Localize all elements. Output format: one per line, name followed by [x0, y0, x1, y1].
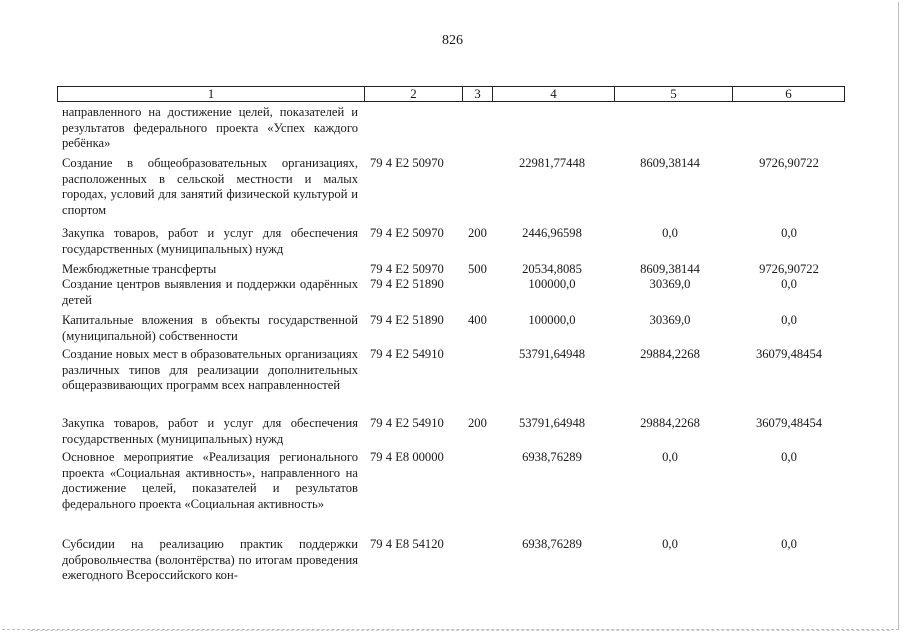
row-value-2: 29884,2268 — [640, 347, 700, 361]
row-code: 79 4 Е2 51890 — [370, 277, 444, 291]
row-code: 79 4 Е8 54120 — [370, 537, 444, 551]
row-value-3: 36079,48454 — [755, 416, 823, 430]
row-code: 79 4 Е2 54910 — [370, 416, 444, 430]
row-name: направленного на достижение целей, показателей и результатов федерального проекта «Успех каждого ребёнка» — [62, 105, 358, 150]
row-value-1: 6938,76289 — [522, 537, 582, 551]
row-name: Закупка товаров, работ и услуг для обеспечения государственных (муниципальных) нужд — [62, 416, 358, 446]
row-value-2: 0,0 — [662, 537, 678, 551]
row-code: 79 4 Е2 54910 — [370, 347, 444, 361]
row-value-3: 0,0 — [781, 537, 797, 551]
page-number: 826 — [442, 33, 463, 48]
row-value-1: 53791,64948 — [518, 416, 586, 430]
row-value-2: 30369,0 — [649, 313, 691, 327]
row-value-3: 0,0 — [781, 450, 797, 464]
row-name: Межбюджетные трансферты — [62, 262, 217, 276]
row-value-3: 9726,90722 — [759, 262, 819, 276]
row-value-1: 100000,0 — [528, 277, 576, 291]
row-name: Создание в общеобразовательных организациях, расположенных в сельской местности и малых городах, условий для занятий физической культурой и спортом — [62, 156, 358, 217]
row-name: Субсидии на реализацию практик поддержки добровольчества (волонтёрства) по итогам проведения ежегодного Всероссийского кон- — [62, 537, 358, 582]
row-code: 79 4 Е2 50970 — [370, 262, 444, 276]
header-col-6: 6 — [732, 87, 844, 101]
row-expense-type: 200 — [468, 226, 487, 240]
row-value-1: 20534,8085 — [522, 262, 582, 276]
row-code: 79 4 Е2 50970 — [370, 226, 444, 240]
header-col-3: 3 — [462, 87, 492, 101]
row-value-3: 0,0 — [781, 277, 797, 291]
header-col-5: 5 — [614, 87, 732, 101]
row-code: 79 4 Е8 00000 — [370, 450, 444, 464]
row-value-2: 29884,2268 — [640, 416, 700, 430]
table-header — [57, 86, 845, 102]
row-name: Создание центров выявления и поддержки одарённых детей — [62, 277, 358, 307]
row-value-1: 100000,0 — [528, 313, 576, 327]
row-value-3: 9726,90722 — [759, 156, 819, 170]
row-value-2: 0,0 — [662, 450, 678, 464]
row-value-1: 22981,77448 — [518, 156, 586, 170]
header-col-1: 1 — [207, 86, 215, 101]
row-value-2: 8609,38144 — [640, 262, 700, 276]
row-expense-type: 200 — [468, 416, 487, 430]
row-value-2: 0,0 — [662, 226, 678, 240]
row-code: 79 4 Е2 50970 — [370, 156, 444, 170]
header-col-2: 2 — [364, 87, 462, 101]
row-value-1: 53791,64948 — [518, 347, 586, 361]
row-expense-type: 400 — [468, 313, 487, 327]
row-name: Закупка товаров, работ и услуг для обеспечения государственных (муниципальных) нужд — [62, 226, 358, 256]
row-value-2: 30369,0 — [649, 277, 691, 291]
row-name: Основное мероприятие «Реализация регионального проекта «Социальная активность», направленного на достижение целей, показателей и результатов федерального проекта «Социальная активность» — [62, 450, 358, 511]
row-name: Создание новых мест в образовательных организациях различных типов для реализации дополнительных общеразвивающих программ всех направленностей — [62, 347, 358, 392]
row-value-3: 0,0 — [781, 313, 797, 327]
row-expense-type: 500 — [468, 262, 487, 276]
row-value-3: 36079,48454 — [755, 347, 823, 361]
row-value-1: 2446,96598 — [522, 226, 582, 240]
row-value-3: 0,0 — [781, 226, 797, 240]
row-value-2: 8609,38144 — [640, 156, 700, 170]
row-value-1: 6938,76289 — [522, 450, 582, 464]
row-code: 79 4 Е2 51890 — [370, 313, 444, 327]
header-col-4: 4 — [492, 87, 614, 101]
row-name: Капитальные вложения в объекты государственной (муниципальной) собственности — [62, 313, 358, 343]
scan-edge-line — [30, 630, 890, 632]
